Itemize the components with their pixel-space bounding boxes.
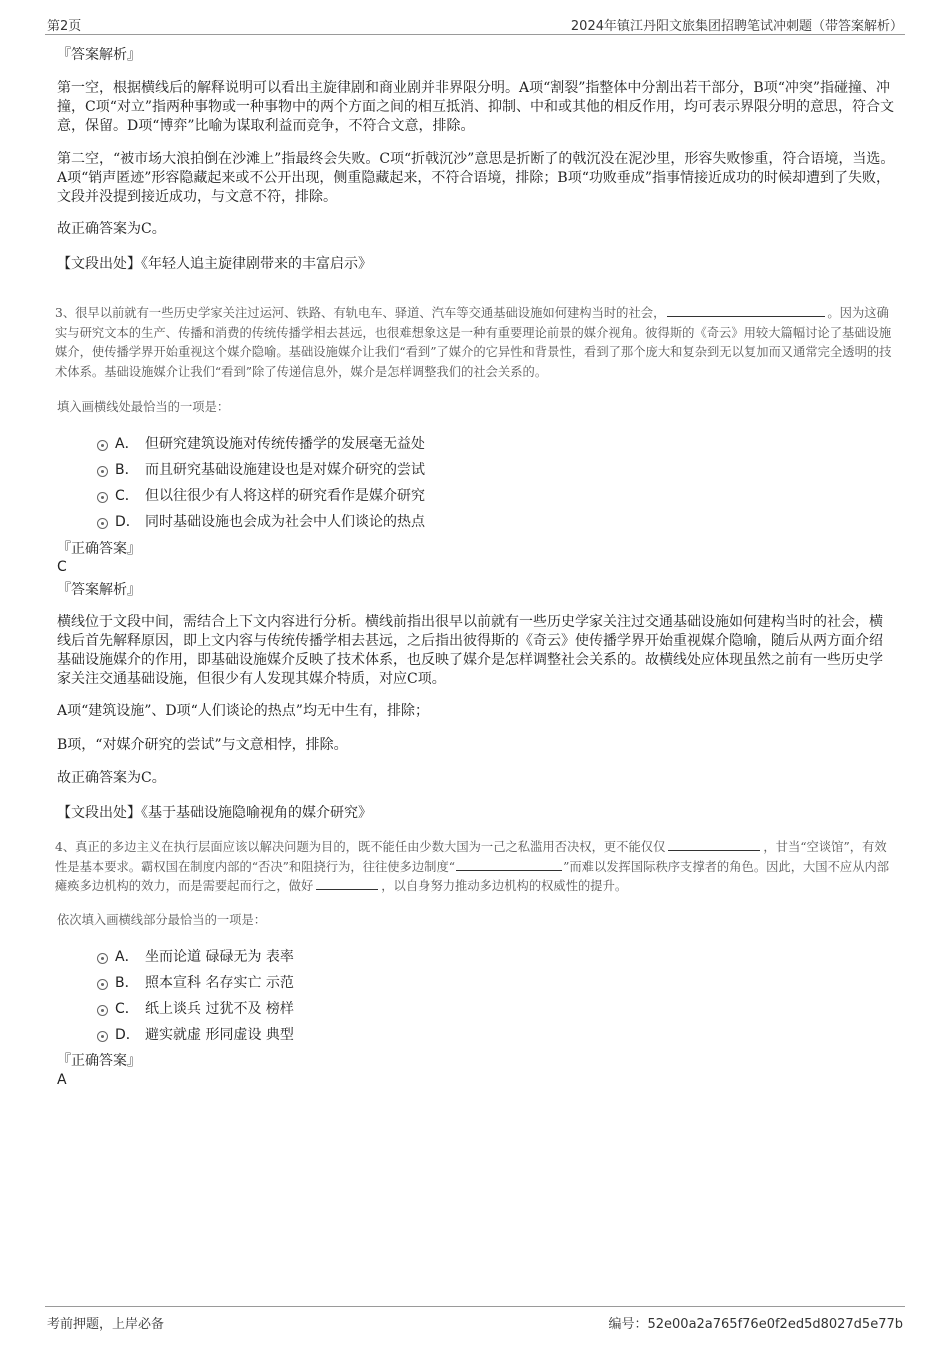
answer-label: 『正确答案』 xyxy=(57,541,141,557)
q4-blank-1 xyxy=(668,838,760,851)
option-letter: B． xyxy=(115,462,139,478)
q2-conclusion: 故正确答案为C。 xyxy=(57,221,166,237)
q4-blank-3 xyxy=(316,877,378,890)
q3-analysis-para3: B项，“对媒介研究的尝试”与文意相悖，排除。 xyxy=(57,737,348,753)
option-text: 避实就虚 形同虚设 典型 xyxy=(145,1027,294,1043)
option-letter: A． xyxy=(115,949,139,965)
q4-stem-part2: ，甘当“空谈馆”，有效性是基本要求。霸权国在制度内部的“否决”和阻挠行为，往往使多边制度“ xyxy=(55,840,887,874)
option-letter: C． xyxy=(115,488,139,504)
radio-icon[interactable] xyxy=(97,466,108,477)
q3-analysis-para2: A项“建筑设施”、D项“人们谈论的热点”均无中生有，排除； xyxy=(57,703,429,719)
radio-icon[interactable] xyxy=(97,1031,108,1042)
page-header xyxy=(45,14,905,35)
radio-icon[interactable] xyxy=(97,440,108,451)
q4-stem-part4: ，以自身努力推动多边机构的权威性的提升。 xyxy=(381,879,628,893)
option-text: 照本宣科 名存实亡 示范 xyxy=(145,975,294,991)
analysis-label: 『答案解析』 xyxy=(57,47,141,63)
document-code: 编号：52e00a2a765f76e0f2ed5d8027d5e77b xyxy=(608,1317,903,1332)
option-letter: B． xyxy=(115,975,139,991)
option-letter: D． xyxy=(115,1027,140,1043)
q3-stem-part1: 3、很早以前就有一些历史学家关注过运河、铁路、有轨电车、驿道、汽车等交通基础设施如何建构当时的社会， xyxy=(55,306,666,320)
q3-stem-part2: 。因为这确实与研究文本的生产、传播和消费的传统传播学相去甚远，也很难想象这是一种有重要理论前景的媒介视角。彼得斯的《奇云》用较大篇幅讨论了基础设施媒介，使传播学界开始重视这个媒介隐喻。基础设施媒介让我们“看到”了媒介的它异性和背景性，看到了那个庞大和复杂到无以复加而又通常完全透明的技术体系。基础设施媒介让我们“看到”除了传递信息外，媒介是怎样调整我们的社会关系的。 xyxy=(55,306,892,379)
page-footer xyxy=(45,1306,905,1332)
q3-analysis-para1: 横线位于文段中间，需结合上下文内容进行分析。横线前指出很早以前就有一些历史学家关注过交通基础设施如何建构当时的社会，横线后首先解释原因，即上文内容与传统传播学相去甚远，之后指出彼得斯的《奇云》使传播学界开始重视媒介隐喻，随后从两方面介绍基础设施媒介的作用，即基础设施媒介反映了技术体系，也反映了媒介是怎样调整社会关系的。故横线处应体现虽然之前有一些历史学家关注交通基础设施，但很少有人发现其媒介特质，对应C项。 xyxy=(57,614,883,687)
document-title: 2024年镇江丹阳文旅集团招聘笔试冲刺题（带答案解析） xyxy=(570,19,903,34)
q4-answer: A xyxy=(57,1072,67,1088)
q3-prompt: 填入画横线处最恰当的一项是： xyxy=(57,400,230,414)
footer-slogan: 考前押题，上岸必备 xyxy=(47,1317,165,1332)
q3-conclusion: 故正确答案为C。 xyxy=(57,770,166,786)
q4-prompt: 依次填入画横线部分最恰当的一项是： xyxy=(57,913,267,927)
page-number: 第2页 xyxy=(47,19,82,34)
option-letter: D． xyxy=(115,514,140,530)
radio-icon[interactable] xyxy=(97,1005,108,1016)
q3-answer: C xyxy=(57,559,67,575)
q4-blank-2 xyxy=(456,858,562,871)
q2-analysis-para2: 第二空，“被市场大浪拍倒在沙滩上”指最终会失败。C项“折戟沉沙”意思是折断了的戟沉没在泥沙里，形容失败惨重，符合语境，当选。A项“销声匿迹”形容隐藏起来或不公开出现，侧重隐藏起来，不符合语境，排除；B项“功败垂成”指事情接近成功的时候却遭到了失败，文段并没提到接近成功，与文意不符，排除。 xyxy=(57,151,895,205)
radio-icon[interactable] xyxy=(97,492,108,503)
option-letter: C． xyxy=(115,1001,139,1017)
q2-source: 【文段出处】《年轻人追主旋律剧带来的丰富启示》 xyxy=(57,256,372,272)
option-letter: A． xyxy=(115,436,139,452)
q2-analysis-para1: 第一空，根据横线后的解释说明可以看出主旋律剧和商业剧并非界限分明。A项“割裂”指整体中分割出若干部分，B项“冲突”指碰撞、冲撞，C项“对立”指两种事物或一种事物中的两个方面之间的相互抵消、抑制、中和或其他的相反作用，均可表示界限分明的意思，符合文意，保留。D项“博弈”比喻为谋取利益而竞争，不符合文意，排除。 xyxy=(57,80,895,134)
option-text: 但研究建筑设施对传统传播学的发展毫无益处 xyxy=(145,436,425,452)
q4-stem xyxy=(55,838,897,897)
radio-icon[interactable] xyxy=(97,979,108,990)
option-text: 同时基础设施也会成为社会中人们谈论的热点 xyxy=(145,514,425,530)
radio-icon[interactable] xyxy=(97,953,108,964)
q3-source: 【文段出处】《基于基础设施隐喻视角的媒介研究》 xyxy=(57,805,372,821)
option-text: 但以往很少有人将这样的研究看作是媒介研究 xyxy=(145,488,425,504)
option-text: 纸上谈兵 过犹不及 榜样 xyxy=(145,1001,294,1017)
q3-stem xyxy=(55,304,897,382)
q4-stem-part1: 4、真正的多边主义在执行层面应该以解决问题为目的，既不能任由少数大国为一己之私滥用否决权，更不能仅仅 xyxy=(55,840,666,854)
radio-icon[interactable] xyxy=(97,518,108,529)
option-text: 而且研究基础设施建设也是对媒介研究的尝试 xyxy=(145,462,425,478)
q3-blank xyxy=(667,304,825,317)
q4-stem-part3: ”而难以发挥国际秩序支撑者的角色。因此，大国不应从内部瘫痪多边机构的效力，而是需要起而行之，做好 xyxy=(55,859,890,893)
analysis-label: 『答案解析』 xyxy=(57,582,141,598)
option-text: 坐而论道 碌碌无为 表率 xyxy=(145,949,294,965)
answer-label: 『正确答案』 xyxy=(57,1053,141,1069)
